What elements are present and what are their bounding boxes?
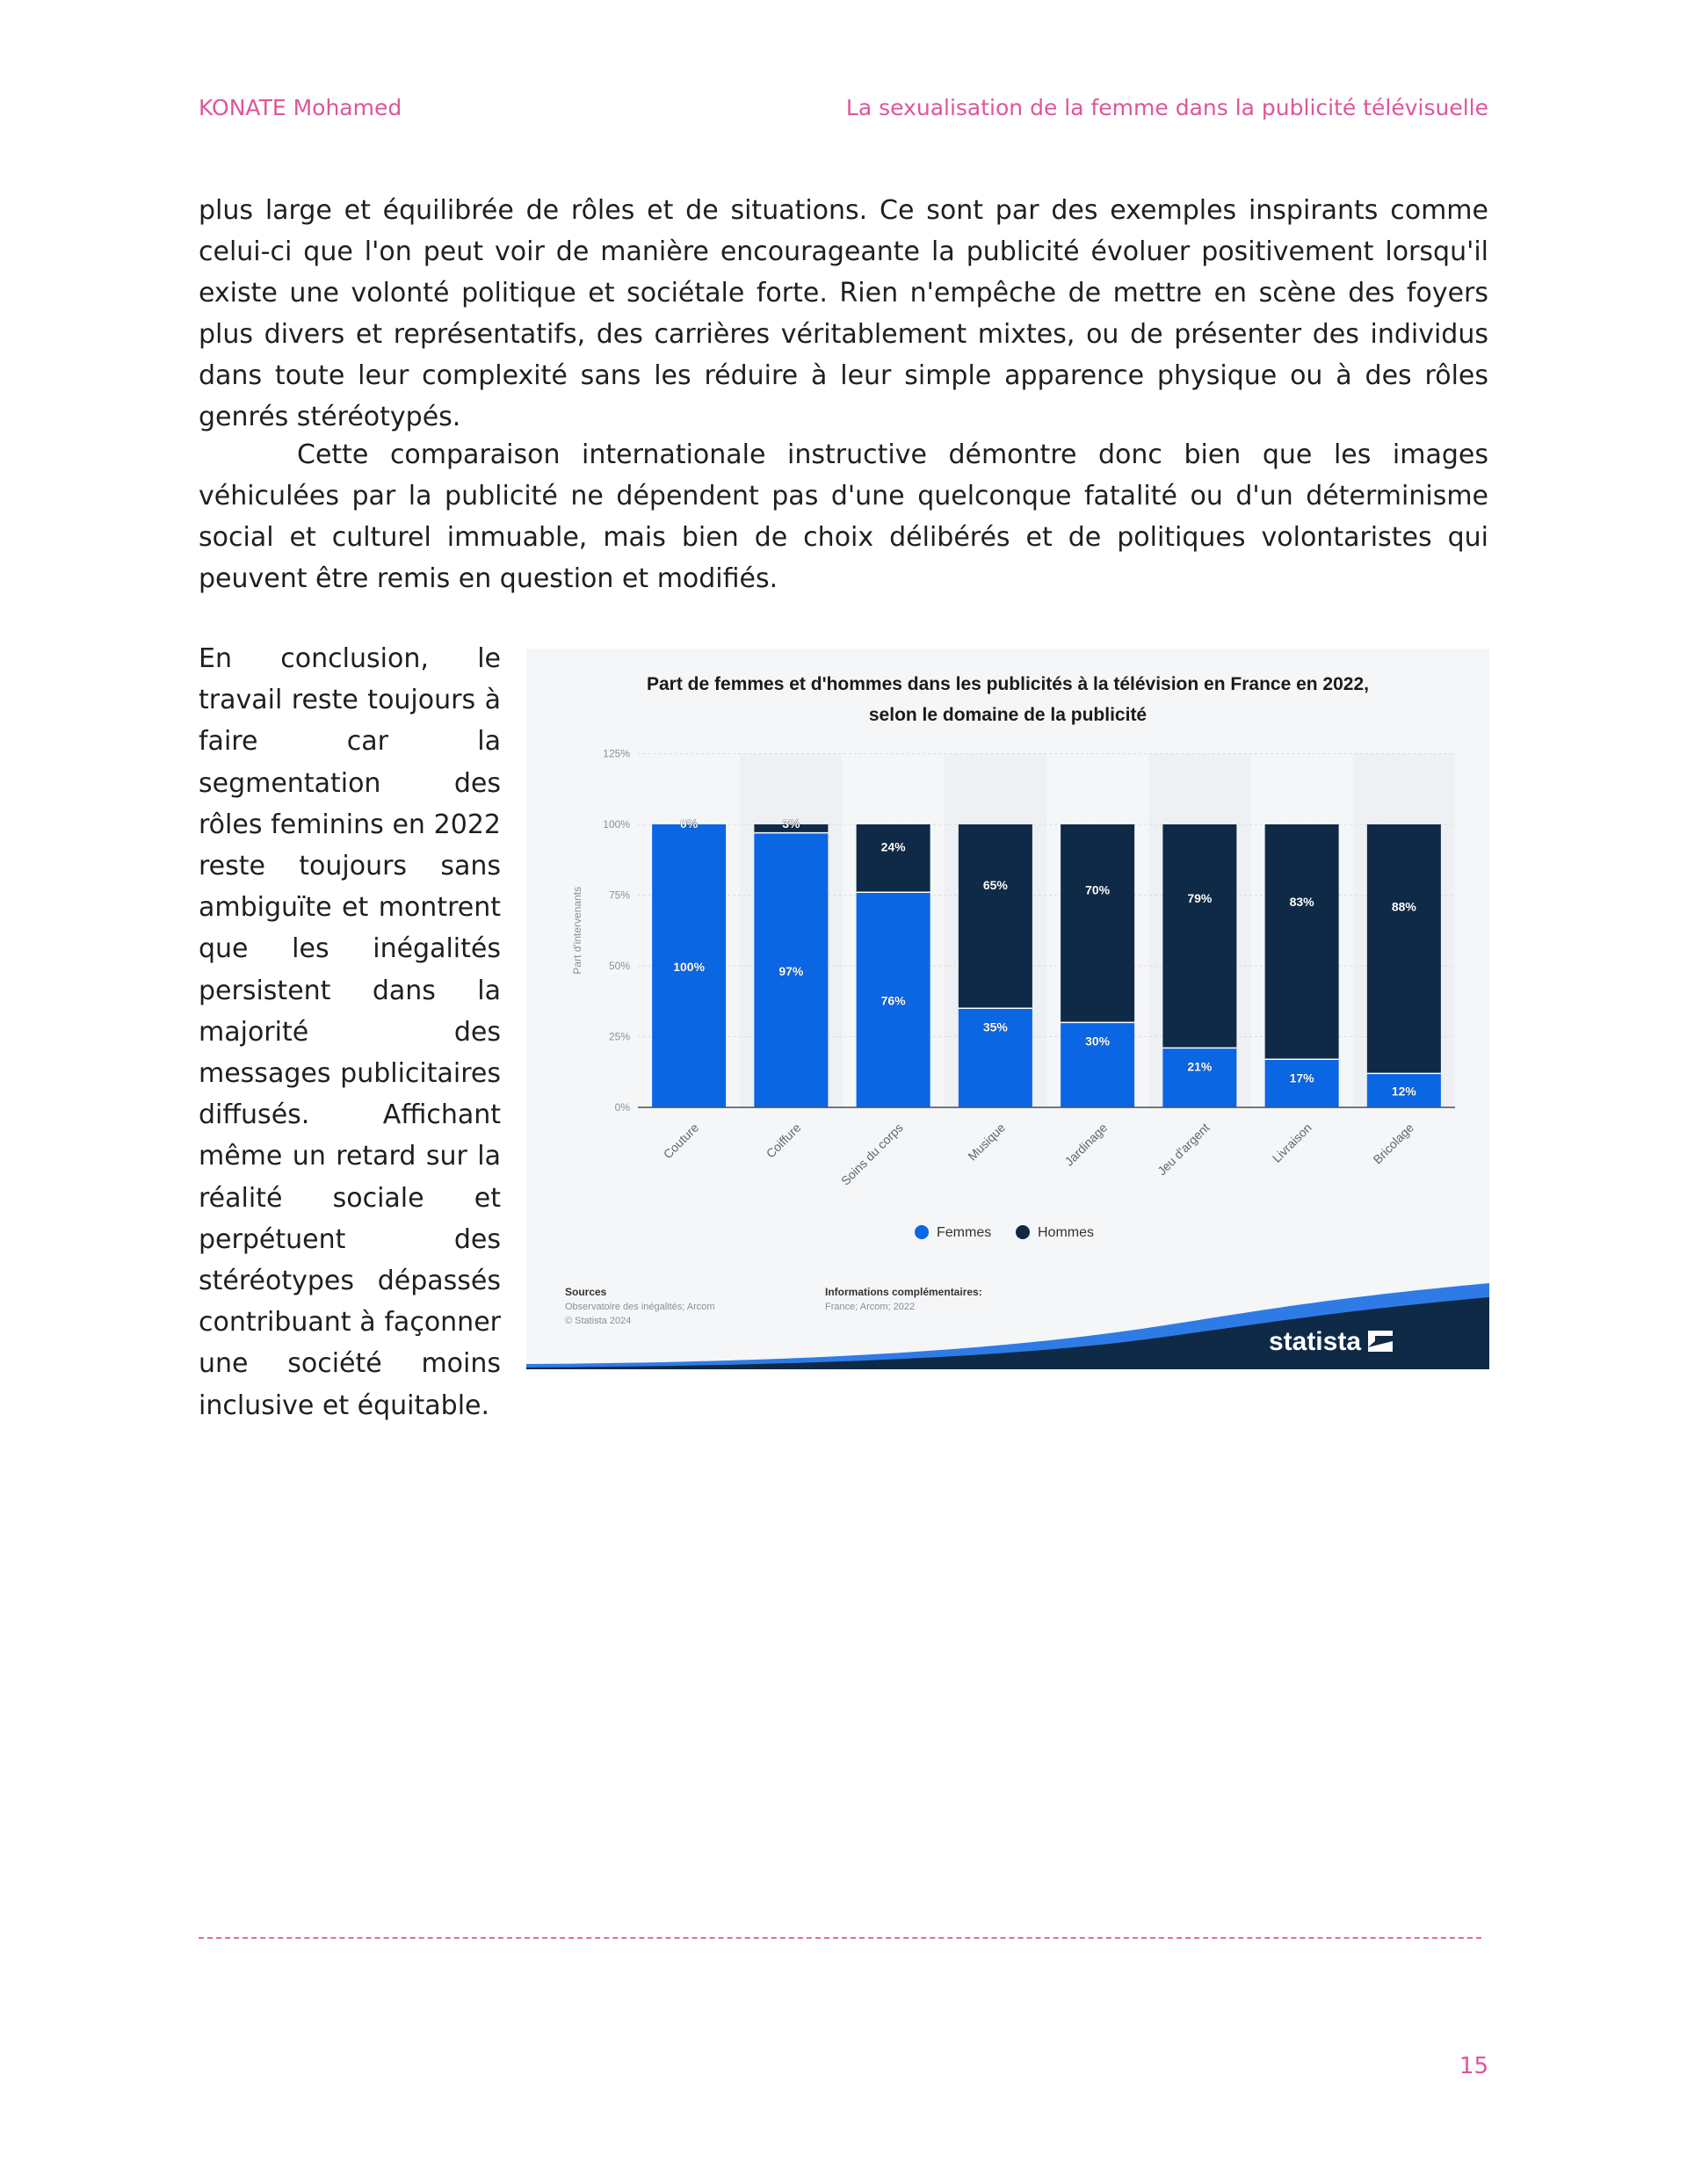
bar-label-hommes: 70% [1085, 882, 1111, 897]
x-tick-label: Bricolage [1370, 1120, 1416, 1167]
legend-swatch-hommes [1016, 1225, 1030, 1239]
x-tick-label: Couture [660, 1120, 702, 1162]
header-author: KONATE Mohamed [199, 95, 402, 120]
sources-text: Observatoire des inégalités; Arcom [565, 1302, 715, 1312]
footer-separator [199, 1937, 1481, 1939]
header-title: La sexualisation de la femme dans la publicité télévisuelle [845, 95, 1488, 120]
y-tick-label: 75% [608, 889, 630, 902]
legend-swatch-femmes [915, 1225, 929, 1239]
info-text: France; Arcom; 2022 [825, 1302, 916, 1312]
chart-svg [526, 649, 1489, 1369]
bar-label-femmes: 21% [1187, 1059, 1213, 1074]
y-tick-label: 0% [614, 1101, 630, 1114]
bar-label-hommes: 65% [982, 878, 1008, 893]
y-axis-label: Part d'intervenants [571, 886, 583, 975]
y-tick-label: 125% [603, 747, 630, 760]
bar-label-hommes: 88% [1391, 899, 1416, 914]
copyright-text: © Statista 2024 [565, 1316, 632, 1326]
bar-label-femmes: 100% [673, 960, 706, 974]
legend-label-hommes: Hommes [1038, 1225, 1095, 1240]
bar-label-hommes: 0% [680, 816, 699, 831]
bar-femmes [1162, 1048, 1236, 1107]
body-paragraph-2: Cette comparaison internationale instructive démontre donc bien que les images véhiculées par la publicité ne dépendent pas d'une quelconque fatalité ou d'un déterminisme social et culturel immuable, mais bien de choix délibérés et de politiques volontaristes qui peuvent être remis en question et modifiés. [199, 439, 1488, 594]
bar-label-femmes: 76% [880, 993, 906, 1008]
x-tick-label: Jardinage [1061, 1120, 1111, 1169]
body-paragraph-1: plus large et équilibrée de rôles et de situations. Ce sont par des exemples inspirants comme celui-ci que l'on peut voir de manière encourageante la publicité évoluer positivement lorsqu'il existe une volonté politique et sociétale forte. Rien n'empêche de mettre en scène des foyers plus divers et représentatifs, des carrières véritablement mixtes, ou de présenter des individus dans toute leur complexité sans les réduire à leur simple apparence physique ou à des rôles genrés stéréotypés. [199, 195, 1488, 432]
bar-label-hommes: 24% [880, 839, 906, 854]
bar-hommes [1367, 824, 1441, 1073]
x-tick-label: Musique [965, 1120, 1008, 1164]
x-tick-label: Jeu d'argent [1155, 1120, 1213, 1179]
statista-chart-figure [526, 649, 1489, 1369]
y-tick-label: 100% [603, 818, 630, 831]
bar-label-femmes: 12% [1391, 1084, 1416, 1099]
statista-logo-text: statista [1268, 1327, 1361, 1356]
bar-hommes [1265, 824, 1339, 1059]
x-tick-label: Soins du corps [837, 1120, 906, 1188]
chart-title-line: selon le domaine de la publicité [868, 705, 1148, 725]
bar-label-hommes: 79% [1187, 890, 1213, 905]
y-tick-label: 50% [608, 960, 630, 972]
bar-label-hommes: 83% [1289, 895, 1314, 910]
y-tick-label: 25% [608, 1030, 630, 1043]
sources-title: Sources [565, 1286, 607, 1298]
info-title: Informations complémentaires: [825, 1286, 982, 1298]
x-tick-label: Livraison [1269, 1120, 1314, 1165]
bar-hommes [857, 824, 930, 892]
x-tick-label: Coiffure [763, 1120, 804, 1161]
bar-label-hommes: 3% [782, 816, 800, 831]
bar-hommes [959, 824, 1032, 1008]
conclusion-paragraph: En conclusion, le travail reste toujours à faire car la segmentation des rôles feminins en 2022 reste toujours sans ambiguïte et montrent que les inégalités persistent dans la majorité des messages publicitaires diffusés. Affichant même un retard sur la réalité sociale et perpétuent des stéréotypes dépassés contribuant à façonner une société moins inclusive et équitable. [199, 643, 501, 1421]
bar-label-femmes: 17% [1289, 1070, 1314, 1085]
bar-label-femmes: 97% [778, 963, 804, 978]
bar-hommes [1162, 824, 1236, 1048]
chart-title-line: Part de femmes et d'hommes dans les publicités à la télévision en France en 2022, [647, 674, 1369, 694]
bar-label-femmes: 30% [1085, 1034, 1111, 1048]
legend-label-femmes: Femmes [937, 1225, 992, 1240]
page-number: 15 [1459, 2053, 1488, 2079]
bar-hommes [1061, 824, 1134, 1022]
bar-label-femmes: 35% [982, 1019, 1008, 1034]
